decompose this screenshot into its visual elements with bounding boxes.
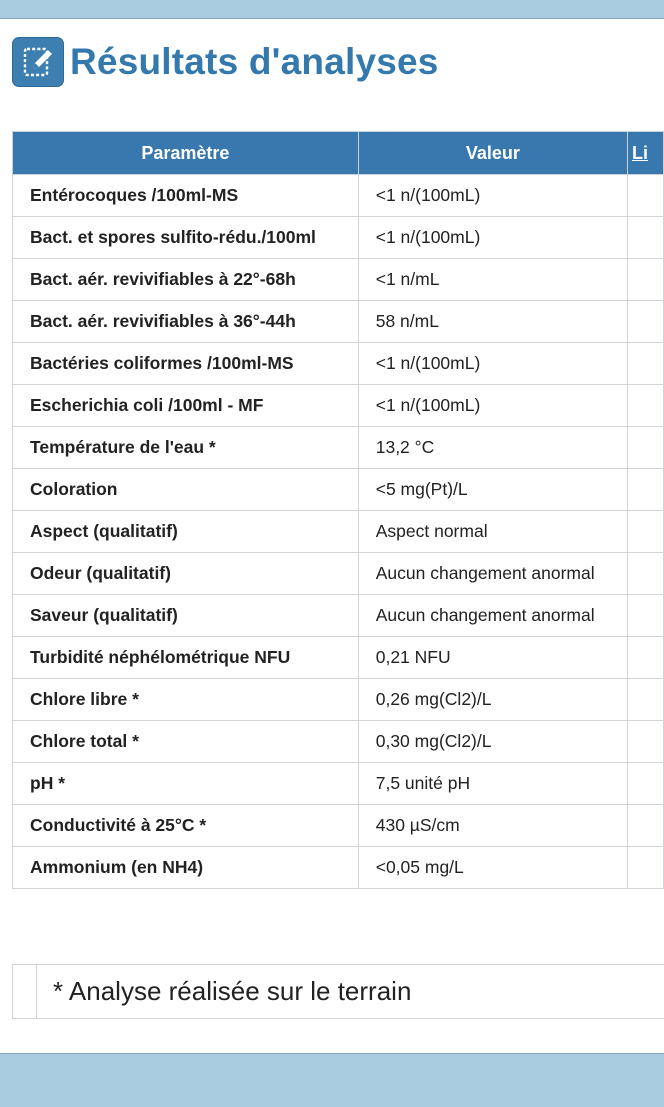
table-row bbox=[13, 763, 664, 805]
table-row bbox=[13, 805, 664, 847]
column-header-valeur: Valeur bbox=[358, 132, 627, 175]
parameter-cell: Entérocoques /100ml-MS bbox=[13, 175, 359, 217]
value-cell: <1 n/(100mL) bbox=[358, 175, 627, 217]
limit-cell bbox=[628, 637, 664, 679]
value-cell: 58 n/mL bbox=[358, 301, 627, 343]
page-title: Résultats d'analyses bbox=[70, 41, 439, 82]
table-row bbox=[13, 175, 664, 217]
limit-cell bbox=[628, 175, 664, 217]
value-cell: 430 µS/cm bbox=[358, 805, 627, 847]
bottom-band bbox=[0, 1053, 664, 1107]
table-row bbox=[13, 637, 664, 679]
value-cell: Aucun changement anormal bbox=[358, 595, 627, 637]
table-row bbox=[13, 679, 664, 721]
parameter-cell: Turbidité néphélométrique NFU bbox=[13, 637, 359, 679]
value-cell: <1 n/(100mL) bbox=[358, 217, 627, 259]
value-cell: 0,26 mg(Cl2)/L bbox=[358, 679, 627, 721]
value-cell: <0,05 mg/L bbox=[358, 847, 627, 889]
value-cell: <1 n/(100mL) bbox=[358, 385, 627, 427]
limit-cell bbox=[628, 805, 664, 847]
value-cell: Aspect normal bbox=[358, 511, 627, 553]
value-cell: <5 mg(Pt)/L bbox=[358, 469, 627, 511]
limit-cell bbox=[628, 301, 664, 343]
parameter-cell: Aspect (qualitatif) bbox=[13, 511, 359, 553]
parameter-cell: Bact. aér. revivifiables à 36°-44h bbox=[13, 301, 359, 343]
parameter-cell: Conductivité à 25°C * bbox=[13, 805, 359, 847]
table-row bbox=[13, 217, 664, 259]
footnote-text: * Analyse réalisée sur le terrain bbox=[53, 976, 412, 1006]
limit-cell bbox=[628, 553, 664, 595]
value-cell: Aucun changement anormal bbox=[358, 553, 627, 595]
parameter-cell: Coloration bbox=[13, 469, 359, 511]
limit-cell bbox=[628, 427, 664, 469]
column-header-limite-link[interactable]: Li bbox=[628, 132, 664, 175]
limit-cell bbox=[628, 217, 664, 259]
parameter-cell: Odeur (qualitatif) bbox=[13, 553, 359, 595]
limit-cell bbox=[628, 847, 664, 889]
table-row bbox=[13, 301, 664, 343]
table-row bbox=[13, 595, 664, 637]
table-row bbox=[13, 259, 664, 301]
table-row bbox=[13, 469, 664, 511]
table-row bbox=[13, 511, 664, 553]
limit-cell bbox=[628, 259, 664, 301]
footnote-spacer bbox=[13, 965, 37, 1018]
parameter-cell: Chlore total * bbox=[13, 721, 359, 763]
table-row bbox=[13, 847, 664, 889]
limit-cell bbox=[628, 385, 664, 427]
parameter-cell: Saveur (qualitatif) bbox=[13, 595, 359, 637]
parameter-cell: pH * bbox=[13, 763, 359, 805]
parameter-cell: Escherichia coli /100ml - MF bbox=[13, 385, 359, 427]
table-row bbox=[13, 343, 664, 385]
value-cell: <1 n/mL bbox=[358, 259, 627, 301]
page-header bbox=[12, 36, 439, 88]
column-header-parametre: Paramètre bbox=[13, 132, 359, 175]
value-cell: 13,2 °C bbox=[358, 427, 627, 469]
limit-cell bbox=[628, 595, 664, 637]
table-row bbox=[13, 553, 664, 595]
value-cell: 0,21 NFU bbox=[358, 637, 627, 679]
parameter-cell: Bact. aér. revivifiables à 22°-68h bbox=[13, 259, 359, 301]
results-table bbox=[12, 131, 664, 889]
value-cell: <1 n/(100mL) bbox=[358, 343, 627, 385]
top-band bbox=[0, 0, 664, 19]
footnote-box bbox=[12, 964, 664, 1019]
value-cell: 0,30 mg(Cl2)/L bbox=[358, 721, 627, 763]
parameter-cell: Bactéries coliformes /100ml-MS bbox=[13, 343, 359, 385]
limit-cell bbox=[628, 679, 664, 721]
limit-cell bbox=[628, 721, 664, 763]
limit-cell bbox=[628, 343, 664, 385]
parameter-cell: Chlore libre * bbox=[13, 679, 359, 721]
parameter-cell: Bact. et spores sulfito-rédu./100ml bbox=[13, 217, 359, 259]
table-row bbox=[13, 427, 664, 469]
table-row bbox=[13, 721, 664, 763]
limit-cell bbox=[628, 511, 664, 553]
limit-cell bbox=[628, 469, 664, 511]
edit-document-icon bbox=[12, 37, 64, 87]
table-header-row bbox=[13, 132, 664, 175]
parameter-cell: Température de l'eau * bbox=[13, 427, 359, 469]
value-cell: 7,5 unité pH bbox=[358, 763, 627, 805]
limit-cell bbox=[628, 763, 664, 805]
parameter-cell: Ammonium (en NH4) bbox=[13, 847, 359, 889]
table-row bbox=[13, 385, 664, 427]
